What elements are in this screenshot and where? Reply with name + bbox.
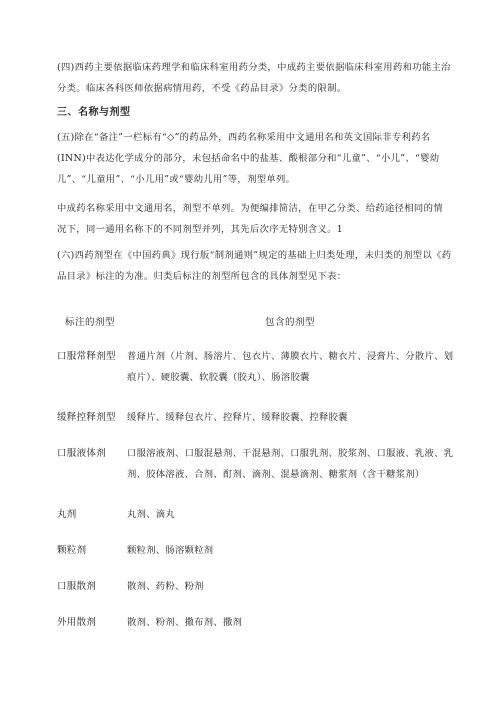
table-row-label: 缓释控释剂型 <box>57 412 116 423</box>
table-row-label: 口服散剂 <box>57 581 97 592</box>
paragraph-6: (六)西药剂型在《中国药典》现行版“制剂通则”规定的基础上归类处理，未归类的剂型以《药品目录》标注的为准。归类后标注的剂型所包含的具体剂型见下表： <box>57 250 452 282</box>
table-row-value: 散剂、药粉、粉剂 <box>127 581 204 592</box>
table-row-value: 颗粒剂、肠溶颗粒剂 <box>127 545 214 556</box>
table-row-label: 颗粒剂 <box>57 545 87 556</box>
section-heading: 三、名称与剂型 <box>57 107 131 118</box>
table-header-right: 包含的剂型 <box>265 317 316 328</box>
table-header-left: 标注的剂型 <box>65 317 116 328</box>
table-row-value: 丸剂、滴丸 <box>127 509 175 520</box>
table-row-label: 外用散剂 <box>57 617 97 628</box>
paragraph-5: (五)除在“备注”一栏标有“◇”的药品外，西药名称采用中文通用名和英文国际非专利药名(INN)中表达化学成分的部分，未包括命名中的盐基、酸根部分和“儿童”、“小儿”、“婴幼儿”、“儿童用”、“小儿用”或“婴幼儿用”等，剂型单列。 <box>57 132 440 185</box>
table-row-value: 普通片剂（片剂、肠溶片、包衣片、薄膜衣片、糖衣片、浸膏片、分散片、划痕片）、硬胶囊、软胶囊（胶丸）、肠溶胶囊 <box>127 351 454 383</box>
table-row-label: 口服常释剂型 <box>57 351 116 362</box>
table-row-value: 口服溶液剂、口服混悬剂、干混悬剂、口服乳剂、胶浆剂、口服液、乳液、乳剂、胶体溶液、合剂、酊剂、滴剂、混悬滴剂、糖浆剂（含干糖浆剂） <box>127 448 454 480</box>
paragraph-4: (四)西药主要依据临床药理学和临床科室用药分类，中成药主要依据临床科室用药和功能主治分类。临床各科医师依据病情用药，不受《药品目录》分类的限制。 <box>57 62 451 94</box>
paragraph-5b: 中成药名称采用中文通用名，剂型不单列。为便编排简洁，在甲乙分类、给药途径相同的情况下，同一通用名称下的不同剂型并列，其先后次序无特别含义。1 <box>57 203 443 235</box>
table-row-label: 口服液体剂 <box>57 448 107 459</box>
table-row-label: 丸剂 <box>57 509 77 520</box>
table-row-value: 散剂、粉剂、撒布剂、撒剂 <box>127 617 243 628</box>
table-row-value: 缓释片、缓释包衣片、控释片、缓释胶囊、控释胶囊 <box>127 412 348 423</box>
